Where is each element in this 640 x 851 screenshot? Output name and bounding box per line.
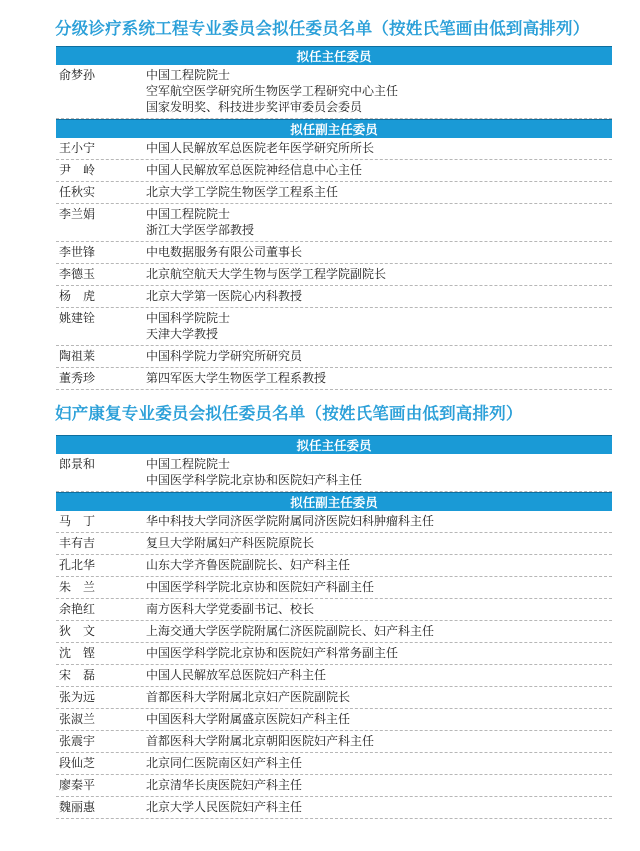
member-titles	[146, 67, 612, 115]
member-name: 段仙芝	[59, 756, 96, 770]
member-row	[56, 346, 612, 368]
member-row	[56, 204, 612, 242]
member-list	[56, 511, 612, 819]
member-row	[56, 643, 612, 665]
member-name: 魏丽惠	[59, 800, 96, 814]
member-title-line: 中国医学科学院北京协和医院妇产科常务副主任	[146, 646, 399, 660]
member-title-line: 中国工程院院士	[146, 207, 231, 221]
member-name: 宋 磊	[59, 668, 96, 682]
member-titles	[146, 456, 612, 488]
member-titles	[146, 535, 612, 551]
member-titles	[146, 623, 612, 639]
member-title-line: 首都医科大学附属北京朝阳医院妇产科主任	[146, 734, 375, 748]
member-titles	[146, 733, 612, 749]
member-row	[56, 286, 612, 308]
member-name: 马 丁	[59, 514, 96, 528]
member-titles	[146, 755, 612, 771]
group-heading: 拟任副主任委员	[56, 492, 612, 511]
member-title-line: 中国科学院院士	[146, 311, 231, 325]
member-list	[56, 454, 612, 492]
member-titles	[146, 206, 612, 238]
group-heading: 拟任主任委员	[56, 46, 612, 65]
member-titles	[146, 513, 612, 529]
member-name: 杨 虎	[59, 289, 96, 303]
member-title-line: 北京航空航天大学生物与医学工程学院副院长	[146, 267, 387, 281]
member-list	[56, 138, 612, 390]
member-row	[56, 264, 612, 286]
member-row	[56, 621, 612, 643]
member-titles	[146, 579, 612, 595]
member-name: 狄 文	[59, 624, 96, 638]
member-title-line: 中国医学科学院北京协和医院妇产科主任	[146, 473, 363, 487]
member-title-line: 中国医学科学院北京协和医院妇产科副主任	[146, 580, 375, 594]
member-row	[56, 599, 612, 621]
member-title-line: 中国人民解放军总医院妇产科主任	[146, 668, 327, 682]
member-row	[56, 160, 612, 182]
member-title-line: 南方医科大学党委副书记、校长	[146, 602, 315, 616]
member-name: 陶祖莱	[59, 349, 96, 363]
member-row	[56, 577, 612, 599]
member-titles	[146, 370, 612, 386]
member-title-line: 中国人民解放军总医院老年医学研究所所长	[146, 141, 375, 155]
member-titles	[146, 162, 612, 178]
member-title-line: 北京清华长庚医院妇产科主任	[146, 778, 303, 792]
member-title-line: 浙江大学医学部教授	[146, 223, 255, 237]
member-name: 张震宇	[59, 734, 96, 748]
member-row	[56, 665, 612, 687]
member-titles	[146, 645, 612, 661]
member-name: 郎景和	[59, 457, 96, 471]
member-title-line: 中国工程院院士	[146, 68, 231, 82]
member-title-line: 中国科学院力学研究所研究员	[146, 349, 303, 363]
member-title-line: 中国医科大学附属盛京医院妇产科主任	[146, 712, 351, 726]
member-title-line: 首都医科大学附属北京妇产医院副院长	[146, 690, 351, 704]
section-title: 分级诊疗系统工程专业委员会拟任委员名单（按姓氏笔画由低到高排列）	[55, 19, 590, 38]
member-title-line: 中电数据服务有限公司董事长	[146, 245, 303, 259]
member-titles	[146, 244, 612, 260]
member-title-line: 北京同仁医院南区妇产科主任	[146, 756, 303, 770]
member-name: 朱 兰	[59, 580, 96, 594]
member-title-line: 空军航空医学研究所生物医学工程研究中心主任	[146, 84, 399, 98]
section-grading-committee	[56, 18, 612, 390]
member-row	[56, 731, 612, 753]
group-heading: 拟任主任委员	[56, 435, 612, 454]
member-title-line: 第四军医大学生物医学工程系教授	[146, 371, 327, 385]
member-title-line: 山东大学齐鲁医院副院长、妇产科主任	[146, 558, 351, 572]
member-row	[56, 138, 612, 160]
member-name: 张为远	[59, 690, 96, 704]
member-title-line: 上海交通大学医学院附属仁济医院副院长、妇产科主任	[146, 624, 435, 638]
member-name: 张淑兰	[59, 712, 96, 726]
group-heading: 拟任副主任委员	[56, 119, 612, 138]
member-title-line: 中国工程院院士	[146, 457, 231, 471]
member-title-line: 中国人民解放军总医院神经信息中心主任	[146, 163, 363, 177]
section-title: 妇产康复专业委员会拟任委员名单（按姓氏笔画由低到高排列）	[55, 404, 523, 423]
member-titles	[146, 266, 612, 282]
member-titles	[146, 777, 612, 793]
member-row	[56, 511, 612, 533]
member-name: 丰有吉	[59, 536, 96, 550]
member-row	[56, 368, 612, 390]
member-row	[56, 687, 612, 709]
member-titles	[146, 601, 612, 617]
member-title-line: 北京大学第一医院心内科教授	[146, 289, 303, 303]
member-titles	[146, 667, 612, 683]
member-titles	[146, 288, 612, 304]
member-titles	[146, 689, 612, 705]
member-title-line: 国家发明奖、科技进步奖评审委员会委员	[146, 100, 363, 114]
member-title-line: 天津大学教授	[146, 327, 219, 341]
member-name: 董秀珍	[59, 371, 96, 385]
member-name: 尹 岭	[59, 163, 96, 177]
member-name: 余艳红	[59, 602, 96, 616]
member-name: 李德玉	[59, 267, 96, 281]
member-name: 沈 铿	[59, 646, 96, 660]
member-name: 廖秦平	[59, 778, 96, 792]
member-row	[56, 242, 612, 264]
member-titles	[146, 310, 612, 342]
member-row	[56, 308, 612, 346]
member-row	[56, 182, 612, 204]
member-name: 俞梦孙	[59, 68, 96, 82]
member-titles	[146, 348, 612, 364]
member-row	[56, 454, 612, 492]
member-name: 任秋实	[59, 185, 96, 199]
member-name: 李世锋	[59, 245, 96, 259]
member-row	[56, 775, 612, 797]
member-row	[56, 533, 612, 555]
member-titles	[146, 711, 612, 727]
member-row	[56, 709, 612, 731]
member-titles	[146, 557, 612, 573]
member-titles	[146, 184, 612, 200]
section-obstetric-committee	[56, 403, 612, 819]
member-row	[56, 797, 612, 819]
member-row	[56, 753, 612, 775]
member-row	[56, 65, 612, 119]
member-row	[56, 555, 612, 577]
member-list	[56, 65, 612, 119]
member-title-line: 华中科技大学同济医学院附属同济医院妇科肿瘤科主任	[146, 514, 435, 528]
member-name: 孔北华	[59, 558, 96, 572]
member-name: 王小宁	[59, 141, 96, 155]
member-titles	[146, 140, 612, 156]
member-name: 李兰娟	[59, 207, 96, 221]
member-title-line: 北京大学工学院生物医学工程系主任	[146, 185, 339, 199]
member-title-line: 北京大学人民医院妇产科主任	[146, 800, 303, 814]
member-name: 姚建铨	[59, 311, 96, 325]
member-titles	[146, 799, 612, 815]
member-title-line: 复旦大学附属妇产科医院原院长	[146, 536, 315, 550]
